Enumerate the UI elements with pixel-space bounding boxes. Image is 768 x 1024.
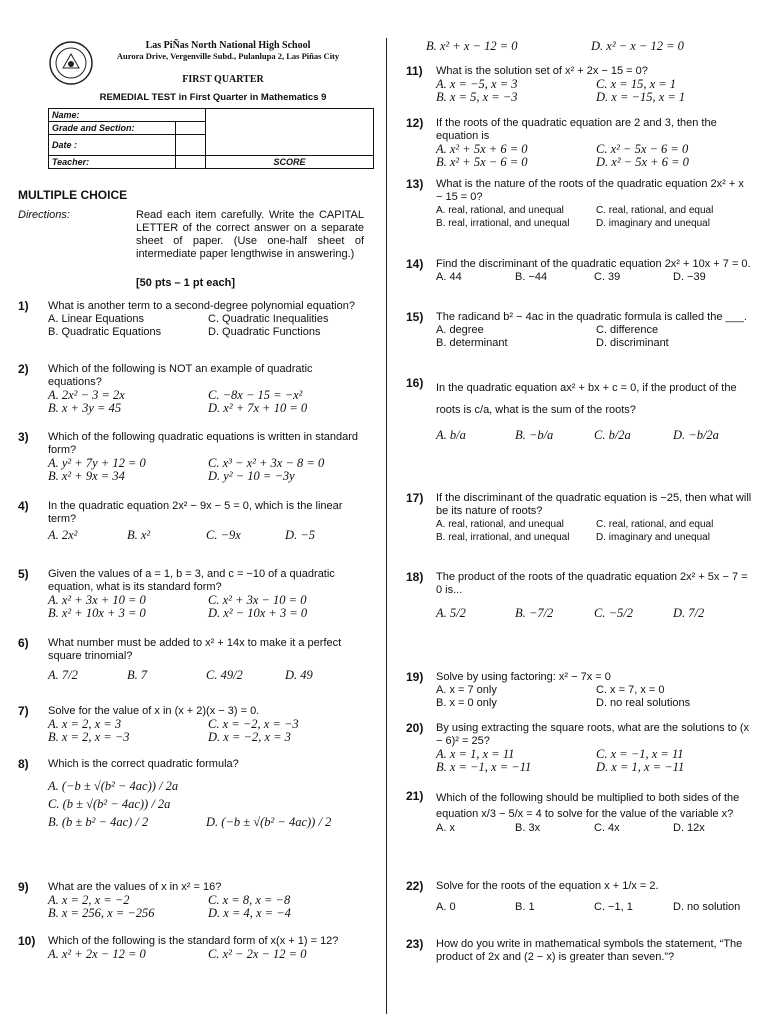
directions-text: Read each item carefully. Write the CAPITAL LETTER of the correct answer on a separate sheet of paper. (Use one-half sheet of intermediate paper lengthwise in answering.) [136,209,364,260]
option-9b: B. x = 256, x = −256 [48,906,155,920]
question-6: 6) What number must be added to x² + 14x to make it a perfect square trinomial? A. 7/2 B. 7 C. 49/2 D. 49 [18,637,364,682]
option-19a: A. x = 7 only [436,684,497,696]
option-19c: C. x = 7, x = 0 [596,684,665,696]
option-21a: A. x [436,822,455,834]
question-12: 12) If the roots of the quadratic equation are 2 and 3, then the equation is A. x² + 5x + 6 = 0 C. x² − 5x − 6 = 0 B. x² + 5x − 6 = 0 D. x² − 5x + 6 = 0 [406,117,752,169]
grade-section-field[interactable]: Grade and Section: [49,122,176,135]
option-6b: B. 7 [127,668,148,682]
question-3: 3) Which of the following quadratic equations is written in standard form? A. y² + 7y + 12 = 0 C. x³ − x² + 3x − 8 = 0 B. x² + 9x = 34 D. y² − 10 = −3y [18,431,364,483]
question-18: 18) The product of the roots of the quadratic equation 2x² + 5x − 7 = 0 is... A. 5/2 B. −7/2 C. −5/2 D. 7/2 [406,571,752,623]
option-17d: D. imaginary and unequal [596,532,710,543]
option-9a: A. x = 2, x = −2 [48,893,130,907]
question-23: 23) How do you write in mathematical symbols the statement, “The product of 2x and (2 − x) is greater than seven.”? [406,937,743,963]
option-16a: A. b/a [436,428,466,442]
option-4d: D. −5 [285,528,315,542]
question-5: 5) Given the values of a = 1, b = 3, and c = −10 of a quadratic equation, what is its standard form? A. x² + 3x + 10 = 0 C. x² + 3x − 10 = 0 B. x² + 10x + 3 = 0 D. x² − 10x + 3 = 0 [18,568,364,620]
question-19: 19) Solve by using factoring: x² − 7x = 0 A. x = 7 only C. x = 7, x = 0 B. x = 0 only D. no real solutions [406,671,752,710]
option-22b: B. 1 [515,901,535,913]
option-20d: D. x = 1, x = −11 [596,760,685,774]
option-21d: D. 12x [673,822,705,834]
option-4a: A. 2x² [48,528,78,542]
option-10c: C. x² − 2x − 12 = 0 [208,947,307,961]
option-15a: A. degree [436,324,484,336]
option-11d: D. x = −15, x = 1 [596,90,686,104]
question-7: 7) Solve for the value of x in (x + 2)(x − 3) = 0. A. x = 2, x = 3 C. x = −2, x = −3 B. x = 2, x = −3 D. x = −2, x = 3 [18,705,364,744]
option-20c: C. x = −1, x = 11 [596,747,684,761]
question-10: 10) Which of the following is the standard form of x(x + 1) = 12? A. x² + 2x − 12 = 0 C. x² − 2x − 12 = 0 [18,935,364,961]
option-17b: B. real, irrational, and unequal [436,532,570,543]
question-11: 11) What is the solution set of x² + 2x − 15 = 0? A. x = −5, x = 3 C. x = 15, x = 1 B. x = 5, x = −3 D. x = −15, x = 1 [406,65,752,104]
option-18d: D. 7/2 [673,606,705,620]
option-12b: B. x² + 5x − 6 = 0 [436,155,528,169]
option-7a: A. x = 2, x = 3 [48,717,122,731]
question-2: 2) Which of the following is NOT an example of quadratic equations? A. 2x² − 3 = 2x C. −8x − 15 = −x² B. x + 3y = 45 D. x² + 7x + 10 = 0 [18,363,364,415]
question-10-continued [426,40,752,53]
option-2c: C. −8x − 15 = −x² [208,388,303,402]
option-2b: B. x + 3y = 45 [48,401,122,415]
column-divider [386,38,387,1014]
option-7d: D. x = −2, x = 3 [208,730,291,744]
option-2d: D. x² + 7x + 10 = 0 [208,401,308,415]
option-7c: C. x = −2, x = −3 [208,717,299,731]
option-6d: D. 49 [285,668,313,682]
option-3d: D. y² − 10 = −3y [208,469,295,483]
option-3b: B. x² + 9x = 34 [48,469,125,483]
option-7b: B. x = 2, x = −3 [48,730,130,744]
option-4b: B. x² [127,528,151,542]
option-18b: B. −7/2 [515,606,554,620]
option-19b: B. x = 0 only [436,697,497,709]
option-12c: C. x² − 5x − 6 = 0 [596,142,689,156]
option-18a: A. 5/2 [436,606,466,620]
option-20a: A. x = 1, x = 11 [436,747,515,761]
test-title: REMEDIAL TEST in First Quarter in Mathematics 9 [99,92,327,103]
option-21b: B. 3x [515,822,541,834]
option-3c: C. x³ − x² + 3x − 8 = 0 [208,456,325,470]
option-11b: B. x = 5, x = −3 [436,90,518,104]
directions-label: Directions: [18,209,70,221]
option-1d: D. Quadratic Functions [208,326,321,338]
option-13b: B. real, irrational, and unequal [436,218,570,229]
option-1b: B. Quadratic Equations [48,326,162,338]
question-16: 16) In the quadratic equation ax² + bx + c = 0, if the product of the roots is c/a, what is the sum of the roots? A. b/a B. −b/a C. b/2a D. −b/2a [406,377,752,445]
option-16d: D. −b/2a [673,428,719,442]
option-13a: A. real, rational, and unequal [436,205,564,216]
option-13c: C. real, rational, and equal [596,205,714,216]
date-field[interactable]: Date : [49,135,176,156]
option-20b: B. x = −1, x = −11 [436,760,532,774]
school-name: Las PiÑas North National High School [145,40,311,51]
option-11a: A. x = −5, x = 3 [436,77,518,91]
quarter-label: FIRST QUARTER [182,74,264,85]
question-9: 9) What are the values of x in x² = 16? A. x = 2, x = −2 C. x = 8, x = −8 B. x = 256, x = −256 D. x = 4, x = −4 [18,881,364,920]
question-17: 17) If the discriminant of the quadratic equation is −25, then what will be its nature of roots? A. real, rational, and unequal C. real, rational, and equal B. real, irrational, and unequal D. imaginary and unequal [406,491,752,543]
option-17a: A. real, rational, and unequal [436,519,564,530]
name-field[interactable]: Name: [49,109,206,122]
option-22c: C. −1, 1 [594,901,633,913]
option-14c: C. 39 [594,271,621,283]
option-9c: C. x = 8, x = −8 [208,893,291,907]
option-16c: C. b/2a [594,428,631,442]
question-21: 21) Which of the following should be multiplied to both sides of the equation x/3 − 5/x = 4 to solve for the value of the variable x? A. x B. 3x C. 4x D. 12x [406,790,752,835]
option-17c: C. real, rational, and equal [596,519,714,530]
option-4c: C. −9x [206,528,241,542]
option-12d: D. x² − 5x + 6 = 0 [596,155,689,169]
option-21c: C. 4x [594,822,620,834]
student-info-table [48,108,374,169]
option-6a: A. 7/2 [48,668,78,682]
option-15d: D. discriminant [596,337,669,349]
option-22a: A. 0 [436,901,456,913]
option-5b: B. x² + 10x + 3 = 0 [48,606,146,620]
option-16b: B. −b/a [515,428,554,442]
question-15: 15) The radicand b² − 4ac in the quadratic formula is called the ___. A. degree C. difference B. determinant D. discriminant [406,311,752,350]
points-label: [50 pts – 1 pt each] [136,277,236,289]
question-14: 14) Find the discriminant of the quadratic equation 2x² + 10x + 7 = 0. A. 44 B. −44 C. 39 D. −39 [406,257,751,283]
option-8c: C. (b ± √(b² − 4ac)) / 2a [48,797,171,811]
option-19d: D. no real solutions [596,697,691,709]
teacher-field[interactable]: Teacher: [49,156,176,169]
option-5c: C. x² + 3x − 10 = 0 [208,593,307,607]
question-1: 1) What is another term to a second-degree polynomial equation? A. Linear Equations C. Quadratic Inequalities B. Quadratic Equations D. Quadratic Functions [18,300,364,339]
option-12a: A. x² + 5x + 6 = 0 [436,142,528,156]
option-9d: D. x = 4, x = −4 [208,906,291,920]
option-8b: B. (b ± b² − 4ac) / 2 [48,815,149,829]
score-box[interactable]: SCORE [206,156,374,169]
option-10d: D. x² − x − 12 = 0 [591,39,684,53]
option-10b: B. x² + x − 12 = 0 [426,39,518,53]
question-20: 20) By using extracting the square roots, what are the solutions to (x − 6)² = 25? A. x = 1, x = 11 C. x = −1, x = 11 B. x = −1, x = −11 D. x = 1, x = −11 [406,722,752,774]
option-22d: D. no solution [673,901,741,913]
school-address: Aurora Drive, Vergenville Subd., Pulanlupa 2, Las Piñas City [116,51,340,61]
question-13: 13) What is the nature of the roots of the quadratic equation 2x² + x − 15 = 0? A. real, rational, and unequal C. real, rational, and equal B. real, irrational, and unequal D. imaginary and unequal [406,178,752,230]
option-14b: B. −44 [515,271,548,283]
option-8a: A. (−b ± √(b² − 4ac)) / 2a [48,779,179,793]
question-8: 8) Which is the correct quadratic formula? A. (−b ± √(b² − 4ac)) / 2a C. (b ± √(b² − 4ac)) / 2a B. (b ± b² − 4ac) / 2 D. (−b ± √(b² − 4ac)) / 2 [18,758,364,831]
option-8d: D. (−b ± √(b² − 4ac)) / 2 [206,815,332,829]
section-title: MULTIPLE CHOICE [18,188,128,202]
question-22: 22) Solve for the roots of the equation x + 1/x = 2. A. 0 B. 1 C. −1, 1 D. no solution [406,880,752,914]
option-5d: D. x² − 10x + 3 = 0 [208,606,308,620]
option-5a: A. x² + 3x + 10 = 0 [48,593,146,607]
option-13d: D. imaginary and unequal [596,218,710,229]
option-2a: A. 2x² − 3 = 2x [48,388,125,402]
option-15c: C. difference [596,324,659,336]
option-14d: D. −39 [673,271,706,283]
document-header [108,40,348,61]
option-14a: A. 44 [436,271,462,283]
option-11c: C. x = 15, x = 1 [596,77,677,91]
option-10a: A. x² + 2x − 12 = 0 [48,947,146,961]
option-3a: A. y² + 7y + 12 = 0 [48,456,146,470]
question-4: 4) In the quadratic equation 2x² − 9x − 5 = 0, which is the linear term? A. 2x² B. x² C. −9x D. −5 [18,500,364,542]
option-6c: C. 49/2 [206,668,243,682]
option-18c: C. −5/2 [594,606,633,620]
option-15b: B. determinant [436,337,508,349]
option-1c: C. Quadratic Inequalities [208,313,329,325]
option-1a: A. Linear Equations [48,313,145,325]
